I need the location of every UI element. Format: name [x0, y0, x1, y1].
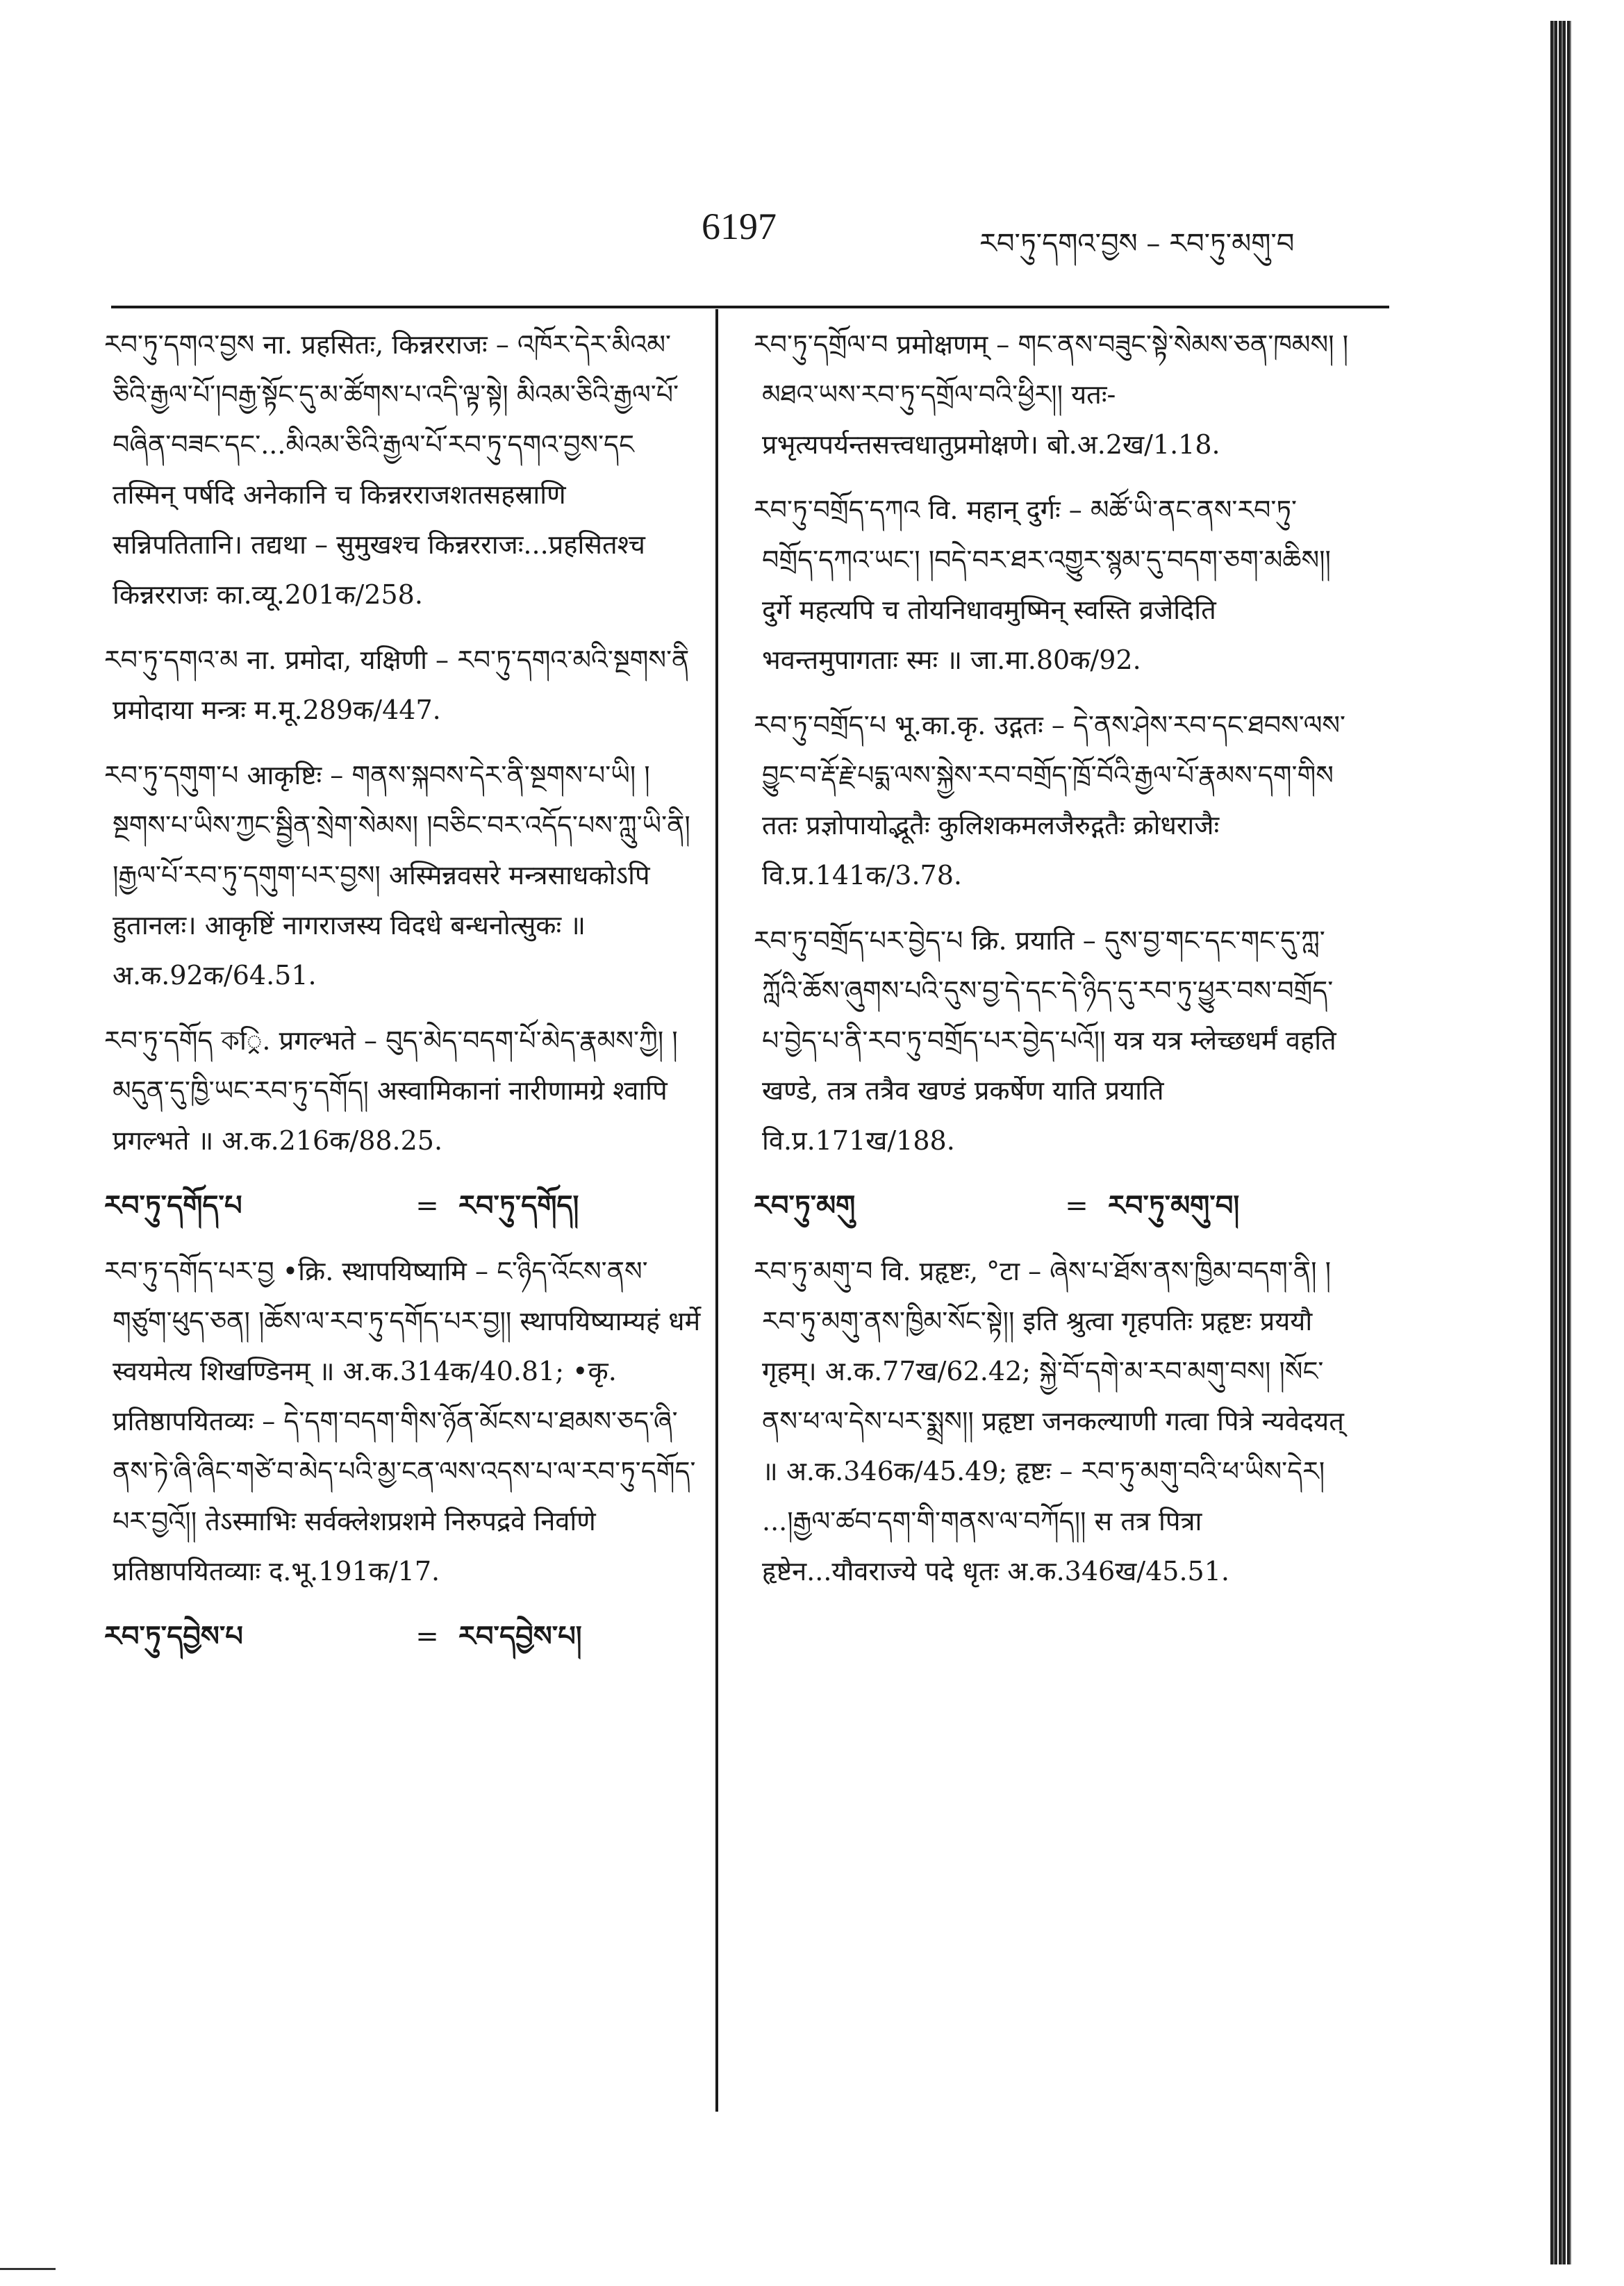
cross-reference: [754, 1181, 1351, 1231]
dictionary-entry: [754, 1246, 1351, 1596]
entry-text: རབ་ཏུ་བགྲོད་པ भू.का.कृ. उद्गतः – དེ་ནས་ཤེས་རབ་དང་ཐབས་ལས་བྱུང་བ་རྡོ་རྗེ་པདྨ་ལས་སྐྱེས་རབ་བགྲོད་ཁྲོ་བོའི་རྒྱལ་པོ་རྣམས་དག་གིས ततः प्रज्ञोपायोद्भूतैः कुलिशकमलजैरुद्गतैः क्रोधराजैः वि.प्र.141क/3.78.: [754, 710, 1346, 891]
scan-corner-artifact: [0, 2268, 56, 2270]
entry-text: རབ་ཏུ་མགུ་བ वि. प्रहृष्टः, °टा – ཞེས་པ་ཐོས་ནས་ཁྱིམ་བདག་ནི། །རབ་ཏུ་མགུ་ནས་ཁྱིམ་སོང་སྟེ།། इति श्रुत्वा गृहपतिः प्रहृष्टः प्रययौ गृहम्। अ.क.77ख/62.42; སྐྱེ་བོ་དགེ་མ་རབ་མགུ་བས། །སོང་ནས་ཕ་ལ་དེས་པར་སྨྲས།། प्रहृष्टा जनकल्याणी गत्वा पित्रे न्यवेदयत् ॥ अ.क.346क/45.49; हृष्टः – རབ་ཏུ་མགུ་བའི་ཕ་ཡིས་དེར། ...།རྒྱལ་ཚབ་དག་གི་གནས་ལ་བཀོད།། स तत्र पित्रा हृष्टेन...यौवराज्ये पदे धृतः अ.क.346ख/45.51.: [754, 1256, 1344, 1587]
dictionary-entry: [754, 700, 1351, 900]
xref-equals: =: [415, 1190, 439, 1222]
xref-headword: རབ་ཏུ་མགུ: [754, 1189, 856, 1222]
cross-reference: [104, 1181, 702, 1231]
entry-text: རབ་ཏུ་བགྲོད་དཀའ वि. महान् दुर्गः – མཚོ་ཡི་ནང་ནས་རབ་ཏུ་བགྲོད་དཀའ་ཡང་། །བདེ་བར་ཐར་འགྱུར་སྙམ་དུ་བདག་ཅག་མཆིས།། दुर्गे महत्यपि च तोयनिधावमुष्मिन् स्वस्ति व्रजेदिति भवन्तमुपागताः स्मः ॥ जा.मा.80क/92.: [754, 495, 1331, 675]
entry-text: རབ་ཏུ་དགུག་པ आकृष्टिः – གནས་སྐབས་དེར་ནི་སྔགས་པ་ཡི། །སྔགས་པ་ཡིས་ཀྱང་སྦྱིན་སྲེག་སེམས། །བཅིང་བར་འདོད་པས་ཀླུ་ཡི་ནི། །རྒྱལ་པོ་རབ་ཏུ་དགུག་པར་བྱས། अस्मिन्नवसरे मन्त्रसाधकोऽपि हुतानलः। आकृष्टिं नागराजस्य विदधे बन्धनोत्सुकः ॥ अ.क.92क/64.51.: [104, 760, 690, 991]
dictionary-entry: [754, 320, 1351, 470]
dictionary-entry: [104, 1016, 702, 1166]
entry-text: རབ་ཏུ་དགོད ক्रि. प्रगल्भते – བུད་མེད་བདག་པོ་མེད་རྣམས་ཀྱི། །མདུན་དུ་ཁྱི་ཡང་རབ་ཏུ་དགོད། अस्वामिकानां नारीणामग्रे श्वापि प्रगल्भते ॥ अ.क.216क/88.25.: [104, 1025, 678, 1156]
xref-target: རབ་ཏུ་དགོད།: [458, 1189, 579, 1222]
scan-edge-artifact: [1550, 21, 1571, 2264]
dictionary-entry: [104, 750, 702, 1000]
entry-text: རབ་ཏུ་དགྲོལ་བ प्रमोक्षणम् – གང་ནས་བཟུང་སྟེ་སེམས་ཅན་ཁམས། །མཐའ་ཡས་རབ་ཏུ་དགྲོལ་བའི་ཕྱིར།། यतः-प्रभृत्यपर्यन्तसत्त्वधातुप्रमोक्षणे। बो.अ.2ख/1.18.: [754, 329, 1349, 460]
left-column: [104, 320, 702, 1677]
xref-target: རབ་ཏུ་མགུ་བ།: [1108, 1189, 1240, 1222]
entry-text: རབ་ཏུ་དགའ་བྱས ना. प्रहसितः, किन्नरराजः – འཁོར་དེར་མིའམ་ཅིའི་རྒྱལ་པོ་།བརྒྱ་སྟོང་དུ་མ་ཚོགས་པ་འདི་ལྟ་སྟེ། མིའམ་ཅིའི་རྒྱལ་པོ་བཞིན་བཟང་དང་...མིའམ་ཅིའི་རྒྱལ་པོ་རབ་ཏུ་དགའ་བྱས་དང तस्मिन् पर्षदि अनेकानि च किन्नरराजशतसहस्राणि सन्निपतितानि। तद्यथा – सुमुखश्च किन्नरराजः...प्रहसितश्च किन्नरराजः का.व्यू.201क/258.: [104, 329, 679, 610]
dictionary-entry: [754, 916, 1351, 1166]
dictionary-entry: [754, 485, 1351, 685]
cross-reference: [104, 1612, 702, 1662]
xref-target: རབ་དབྱེས་པ།: [458, 1620, 582, 1653]
xref-headword: རབ་ཏུ་དབྱེས་པ: [104, 1620, 243, 1653]
right-column: [754, 320, 1351, 1612]
column-divider: [715, 309, 718, 2112]
xref-equals: =: [415, 1621, 439, 1653]
dictionary-entry: [104, 320, 702, 620]
header-rule: [111, 306, 1389, 308]
xref-equals: =: [1065, 1190, 1088, 1222]
page-number: 6197: [702, 206, 777, 247]
entry-text: རབ་ཏུ་དགོད་པར་བྱ •क्रि. स्थापयिष्यामि – ང་ཉིད་འོངས་ནས་གཙུག་ཕུད་ཅན། །ཆོས་ལ་རབ་ཏུ་དགོད་པར་བྱ།། स्थापयिष्याम्यहं धर्मे स्वयमेत्य शिखण्डिनम् ॥ अ.क.314क/40.81; •कृ. प्रतिष्ठापयितव्यः – དེ་དག་བདག་གིས་ཉོན་མོངས་པ་ཐམས་ཅད་ཞི་ནས་ཏེ་ཞི་ཞིང་གཙེ་བ་མེད་པའི་མྱ་ངན་ལས་འདས་པ་ལ་རབ་ཏུ་དགོད་པར་བྱའོ།། तेऽस्माभिः सर्वक्लेशप्रशमे निरुपद्रवे निर्वाणे प्रतिष्ठापयितव्याः द.भू.191क/17.: [104, 1256, 701, 1587]
dictionary-entry: [104, 1246, 702, 1596]
entry-text: རབ་ཏུ་དགའ་མ ना. प्रमोदा, यक्षिणी – རབ་ཏུ་དགའ་མའི་སྔགས་ནི प्रमोदाया मन्त्रः म.मू.289क/447.: [104, 645, 690, 725]
dictionary-entry: [104, 635, 702, 735]
xref-headword: རབ་ཏུ་དགོད་པ: [104, 1189, 242, 1222]
entry-text: རབ་ཏུ་བགྲོད་པར་བྱེད་པ क्रि. प्रयाति – དུས་བྱ་གང་དང་གང་དུ་ཀླ་ཀློའི་ཆོས་ཞུགས་པའི་དུས་བྱ་དེ་དང་དེ་ཉིད་དུ་རབ་ཏུ་ཕྱུར་བས་བགྲོད་པ་བྱེད་པ་ནི་རབ་ཏུ་བགྲོད་པར་བྱེད་པའོ།། यत्र यत्र म्लेच्छधर्मं वहति खण्डे, तत्र तत्रैव खण्डं प्रकर्षेण याति प्रयाति वि.प्र.171ख/188.: [754, 925, 1336, 1156]
running-head: རབ་ཏུ་དགའ་བྱས – རབ་ཏུ་མགུ་བ: [979, 228, 1295, 260]
